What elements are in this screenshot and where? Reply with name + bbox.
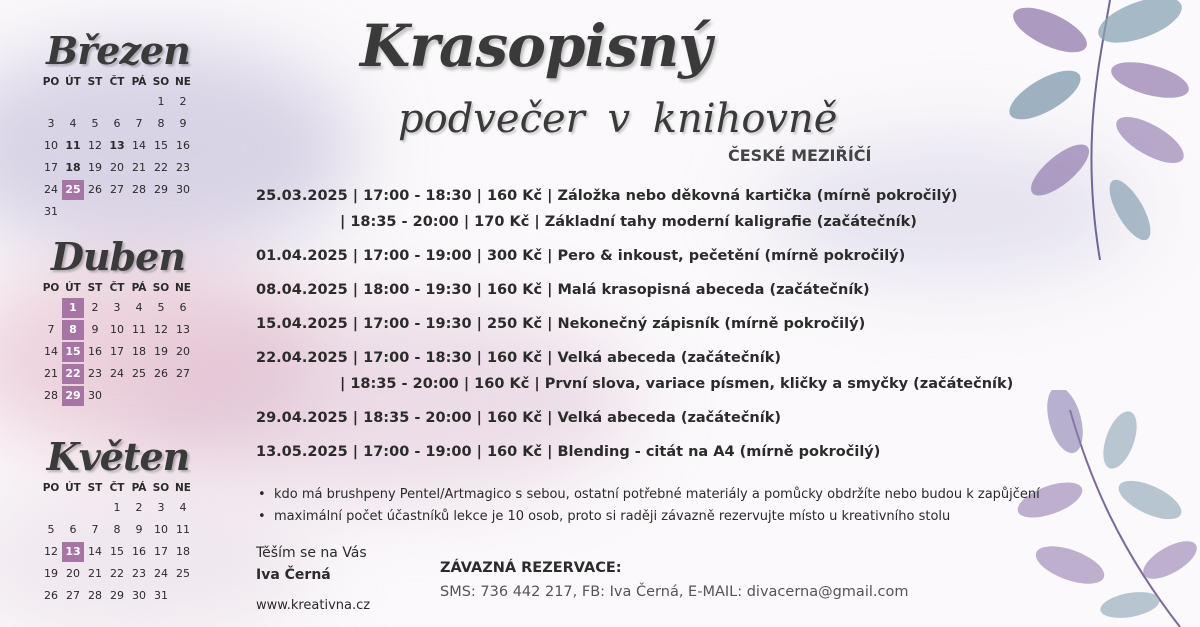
empty-day bbox=[40, 498, 62, 518]
calendar-day: 10 bbox=[44, 139, 58, 152]
weekday-label: NE bbox=[175, 76, 191, 88]
calendar-day: 20 bbox=[66, 567, 80, 580]
calendar-day: 17 bbox=[154, 545, 168, 558]
calendar-day: 22 bbox=[154, 161, 168, 174]
calendar-day: 3 bbox=[47, 117, 55, 130]
calendar-day: 20 bbox=[110, 161, 124, 174]
calendar-day: 11 bbox=[132, 323, 146, 336]
event-item bbox=[256, 442, 1016, 462]
signature-block bbox=[256, 542, 367, 586]
calendar-day: 2 bbox=[179, 95, 187, 108]
calendar-day: 7 bbox=[135, 117, 143, 130]
weekday-label: ÚT bbox=[65, 76, 81, 88]
calendar-day: 26 bbox=[154, 367, 168, 380]
weekday-label: PO bbox=[42, 76, 60, 88]
calendar-day: 13 bbox=[109, 139, 125, 152]
city-label: ČESKÉ MEZIŘÍČÍ bbox=[728, 146, 872, 165]
calendar-day: 12 bbox=[44, 545, 58, 558]
calendar-day: 10 bbox=[110, 323, 124, 336]
weekday-label: PO bbox=[42, 282, 60, 294]
empty-day bbox=[40, 298, 62, 318]
weekday-label: SO bbox=[152, 76, 170, 88]
calendar-day: 16 bbox=[88, 345, 102, 358]
calendar-day: 27 bbox=[66, 589, 80, 602]
calendar-day: 29 bbox=[110, 589, 124, 602]
event-line: 15.04.2025 | 17:00 - 19:30 | 250 Kč | Nekonečný zápisník (mírně pokročilý) bbox=[256, 316, 866, 332]
calendar-day: 17 bbox=[44, 161, 58, 174]
calendar-day: 18 bbox=[176, 545, 190, 558]
event-item bbox=[256, 186, 1016, 232]
weekday-label: PÁ bbox=[131, 76, 147, 88]
calendar-day: 22 bbox=[110, 567, 124, 580]
calendar-day: 6 bbox=[179, 301, 187, 314]
calendar-brezen bbox=[40, 30, 192, 222]
calendar-day: 4 bbox=[69, 117, 77, 130]
calendar-day: 25 bbox=[176, 567, 190, 580]
calendar-day: 21 bbox=[88, 567, 102, 580]
calendar-day: 7 bbox=[91, 523, 99, 536]
calendar-day: 15 bbox=[62, 342, 84, 362]
empty-day bbox=[106, 92, 128, 112]
calendar-day: 8 bbox=[157, 117, 165, 130]
calendar-day: 11 bbox=[65, 139, 81, 152]
calendar-day: 18 bbox=[65, 161, 81, 174]
event-list bbox=[256, 186, 1016, 462]
empty-day bbox=[40, 92, 62, 112]
calendar-day: 18 bbox=[132, 345, 146, 358]
calendar-day: 11 bbox=[176, 523, 190, 536]
calendar-day: 30 bbox=[176, 183, 190, 196]
empty-day bbox=[84, 92, 106, 112]
event-line: 01.04.2025 | 17:00 - 19:00 | 300 Kč | Pero & inkoust, pečetění (mírně pokročilý) bbox=[256, 248, 906, 264]
calendar-day: 19 bbox=[154, 345, 168, 358]
weekday-label: SO bbox=[152, 282, 170, 294]
calendar-day: 23 bbox=[88, 367, 102, 380]
calendar-grid bbox=[40, 280, 192, 406]
calendar-day: 25 bbox=[132, 367, 146, 380]
weekday-label: ST bbox=[87, 482, 103, 494]
calendar-day: 31 bbox=[154, 589, 168, 602]
calendar-day: 16 bbox=[132, 545, 146, 558]
calendar-day: 4 bbox=[135, 301, 143, 314]
calendar-day: 31 bbox=[44, 205, 58, 218]
bullet-item: • kdo má brushpeny Pentel/Artmagico s sebou, ostatní potřebné materiály a pomůcky obdržíte nebo budou k zapůjčení bbox=[256, 484, 1040, 506]
calendar-day: 26 bbox=[44, 589, 58, 602]
calendar-day: 14 bbox=[88, 545, 102, 558]
weekday-label: ÚT bbox=[65, 482, 81, 494]
calendar-day: 14 bbox=[44, 345, 58, 358]
calendar-day: 27 bbox=[110, 183, 124, 196]
calendar-day: 21 bbox=[132, 161, 146, 174]
calendar-day: 4 bbox=[179, 501, 187, 514]
weekday-label: ÚT bbox=[65, 282, 81, 294]
calendar-day: 17 bbox=[110, 345, 124, 358]
calendar-day: 19 bbox=[44, 567, 58, 580]
event-line: 25.03.2025 | 17:00 - 18:30 | 160 Kč | Záložka nebo děkovná kartička (mírně pokročilý) bbox=[256, 188, 958, 204]
calendar-day: 7 bbox=[47, 323, 55, 336]
bullet-item: • maximální počet účastníků lekce je 10 osob, proto si raději závazně rezervujte místo u kreativního stolu bbox=[256, 506, 1040, 528]
calendar-day: 1 bbox=[113, 501, 121, 514]
calendar-day: 30 bbox=[132, 589, 146, 602]
calendar-day: 6 bbox=[113, 117, 121, 130]
weekday-label: ČT bbox=[109, 482, 125, 494]
info-bullets bbox=[256, 484, 1040, 528]
calendar-month-title: Březen bbox=[46, 28, 190, 73]
weekday-label: NE bbox=[175, 482, 191, 494]
calendar-day: 2 bbox=[135, 501, 143, 514]
event-item bbox=[256, 280, 1016, 300]
event-line: 08.04.2025 | 18:00 - 19:30 | 160 Kč | Malá krasopisná abeceda (začátečník) bbox=[256, 282, 870, 298]
calendar-day: 24 bbox=[154, 567, 168, 580]
weekday-label: PÁ bbox=[131, 482, 147, 494]
calendar-grid bbox=[40, 74, 192, 222]
calendar-day: 24 bbox=[44, 183, 58, 196]
weekday-label: NE bbox=[175, 282, 191, 294]
calendar-day: 28 bbox=[44, 389, 58, 402]
calendar-day: 8 bbox=[62, 320, 84, 340]
calendar-day: 3 bbox=[113, 301, 121, 314]
calendar-day: 14 bbox=[132, 139, 146, 152]
calendar-day: 3 bbox=[157, 501, 165, 514]
event-subline: | 18:35 - 20:00 | 170 Kč | Základní tahy moderní kaligrafie (začátečník) bbox=[340, 214, 917, 230]
calendar-day: 1 bbox=[157, 95, 165, 108]
leaf-branch-top-icon bbox=[990, 0, 1200, 270]
calendar-day: 5 bbox=[157, 301, 165, 314]
calendar-day: 9 bbox=[135, 523, 143, 536]
author-name: Iva Černá bbox=[256, 567, 331, 583]
calendar-day: 25 bbox=[62, 180, 84, 200]
calendar-day: 15 bbox=[110, 545, 124, 558]
weekday-label: ČT bbox=[109, 282, 125, 294]
calendar-month-title: Duben bbox=[51, 234, 185, 279]
empty-day bbox=[84, 498, 106, 518]
weekday-label: ST bbox=[87, 76, 103, 88]
calendar-day: 28 bbox=[88, 589, 102, 602]
event-item bbox=[256, 314, 1016, 334]
event-subline: | 18:35 - 20:00 | 160 Kč | První slova, variace písmen, kličky a smyčky (začátečník) bbox=[340, 376, 1014, 392]
calendar-day: 6 bbox=[69, 523, 77, 536]
event-line: 13.05.2025 | 17:00 - 19:00 | 160 Kč | Blending - citát na A4 (mírně pokročilý) bbox=[256, 444, 881, 460]
calendar-day: 21 bbox=[44, 367, 58, 380]
calendar-month-title: Květen bbox=[46, 434, 190, 479]
calendar-grid bbox=[40, 480, 192, 606]
calendar-day: 9 bbox=[179, 117, 187, 130]
event-line: 22.04.2025 | 17:00 - 18:30 | 160 Kč | Velká abeceda (začátečník) bbox=[256, 350, 781, 366]
calendar-duben bbox=[40, 236, 192, 406]
page-title: Krasopisný bbox=[360, 12, 711, 80]
calendar-day: 2 bbox=[91, 301, 99, 314]
calendar-day: 20 bbox=[176, 345, 190, 358]
event-item bbox=[256, 408, 1016, 428]
calendar-day: 9 bbox=[91, 323, 99, 336]
calendar-day: 29 bbox=[62, 386, 84, 406]
calendar-day: 1 bbox=[62, 298, 84, 318]
calendar-day: 8 bbox=[113, 523, 121, 536]
reservation-title: ZÁVAZNÁ REZERVACE: bbox=[440, 560, 622, 576]
calendar-day: 13 bbox=[176, 323, 190, 336]
empty-day bbox=[62, 498, 84, 518]
calendar-day: 5 bbox=[47, 523, 55, 536]
event-item bbox=[256, 348, 1016, 394]
calendar-day: 15 bbox=[154, 139, 168, 152]
reservation-contact: SMS: 736 442 217, FB: Iva Černá, E-MAIL: divacerna@gmail.com bbox=[440, 584, 909, 600]
greeting-text: Těším se na Vás bbox=[256, 545, 367, 561]
reservation-block bbox=[440, 556, 908, 604]
calendar-day: 30 bbox=[88, 389, 102, 402]
calendar-day: 12 bbox=[88, 139, 102, 152]
calendar-day: 10 bbox=[154, 523, 168, 536]
calendar-day: 27 bbox=[176, 367, 190, 380]
calendar-day: 16 bbox=[176, 139, 190, 152]
page-subtitle: podvečer v knihovně bbox=[398, 96, 838, 142]
calendar-day: 26 bbox=[88, 183, 102, 196]
website-link[interactable]: www.kreativna.cz bbox=[256, 598, 371, 613]
calendar-day: 23 bbox=[132, 567, 146, 580]
calendar-day: 13 bbox=[62, 542, 84, 562]
weekday-label: PO bbox=[42, 482, 60, 494]
weekday-label: ST bbox=[87, 282, 103, 294]
calendar-day: 12 bbox=[154, 323, 168, 336]
calendar-day: 19 bbox=[88, 161, 102, 174]
weekday-label: ČT bbox=[109, 76, 125, 88]
weekday-label: SO bbox=[152, 482, 170, 494]
event-item bbox=[256, 246, 1016, 266]
empty-day bbox=[128, 92, 150, 112]
calendar-day: 24 bbox=[110, 367, 124, 380]
calendar-day: 23 bbox=[176, 161, 190, 174]
calendar-kveten bbox=[40, 436, 192, 606]
calendar-day: 28 bbox=[132, 183, 146, 196]
event-line: 29.04.2025 | 18:35 - 20:00 | 160 Kč | Velká abeceda (začátečník) bbox=[256, 410, 781, 426]
calendar-day: 22 bbox=[62, 364, 84, 384]
weekday-label: PÁ bbox=[131, 282, 147, 294]
empty-day bbox=[62, 92, 84, 112]
calendar-day: 29 bbox=[154, 183, 168, 196]
calendar-day: 5 bbox=[91, 117, 99, 130]
